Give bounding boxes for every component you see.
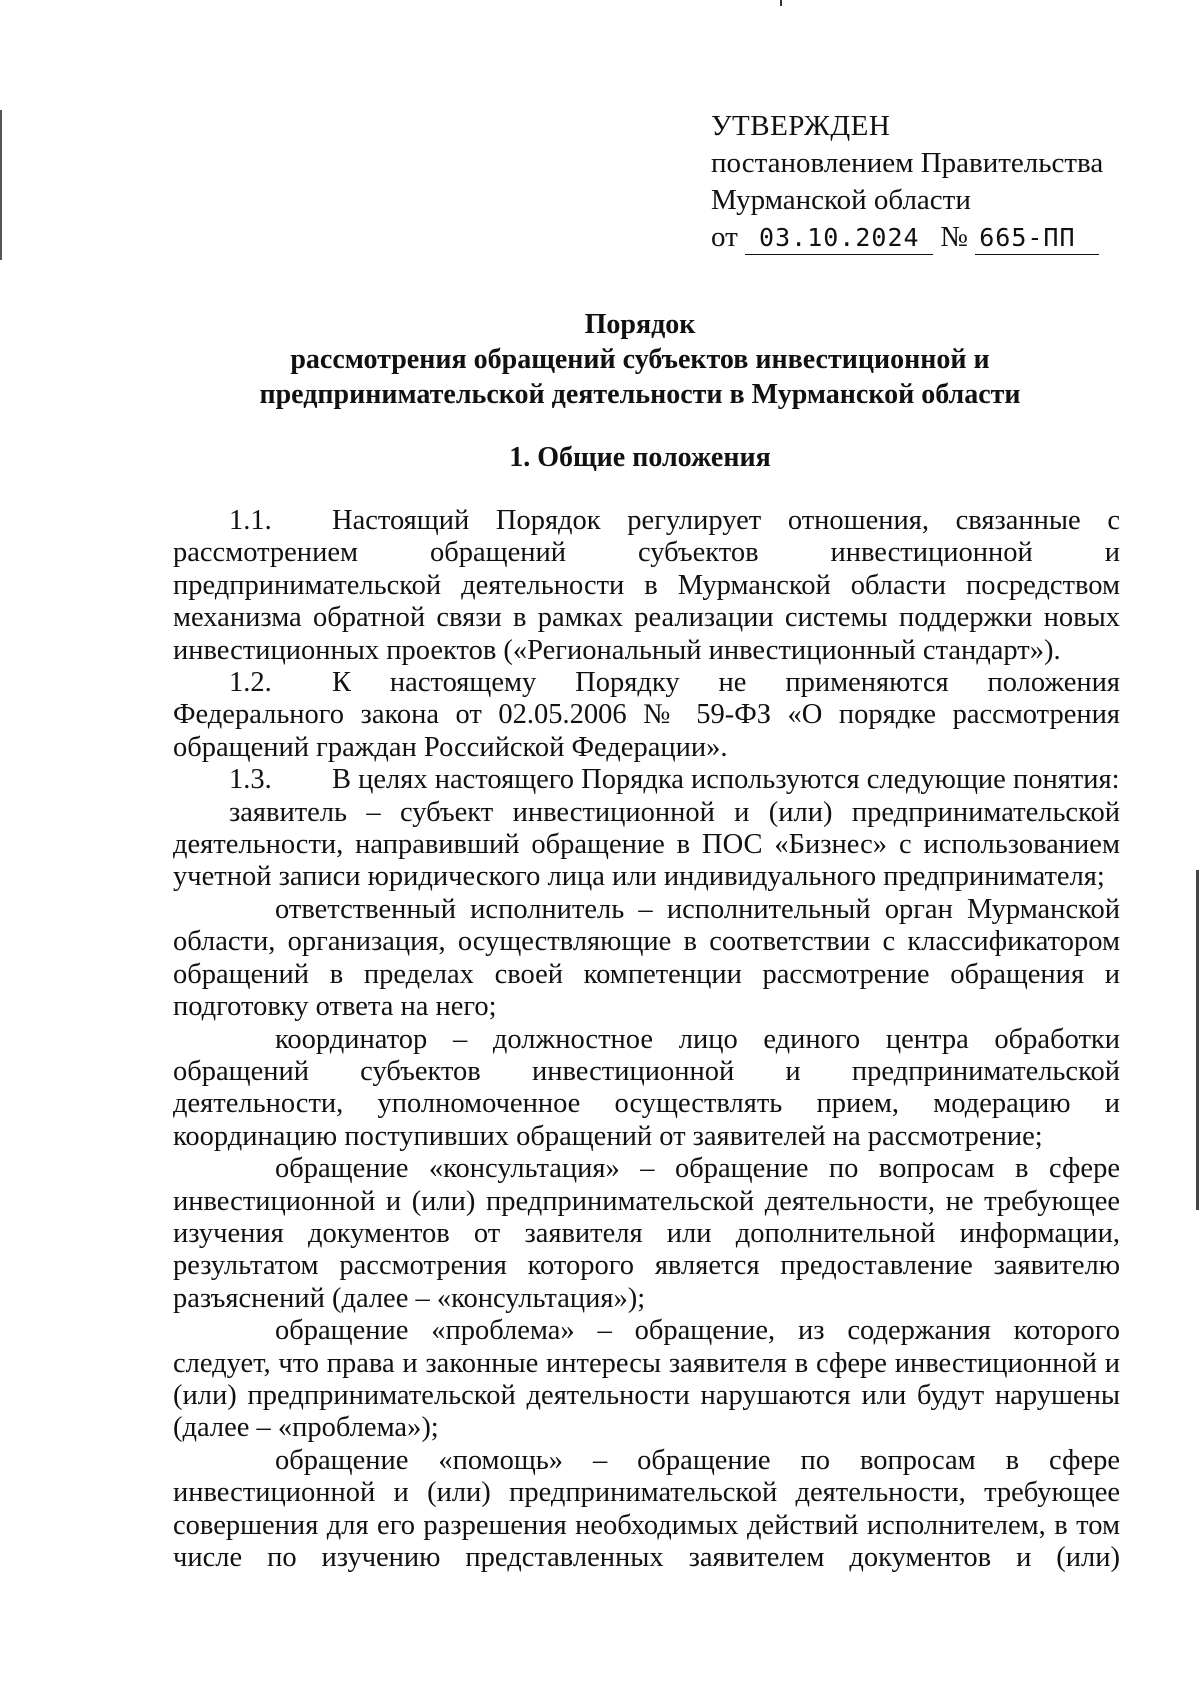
paragraph-number: 1.2. bbox=[229, 667, 272, 699]
approval-heading: УТВЕРЖДЕН bbox=[711, 110, 891, 142]
approval-line-2: Мурманской области bbox=[711, 184, 971, 216]
paragraph-1-2 bbox=[173, 667, 1120, 764]
paragraph-text: Настоящий Порядок регулирует отношения, связанные с рассмотрением обращений субъектов инвестиционной и предпринимательской деятельности в Мурманской области посредством механизма обратной связи в рамках реализации системы поддержки новых инвестиционных проектов («Региональный инвестиционный стандарт»). bbox=[173, 505, 1120, 666]
paragraph-number: 1.1. bbox=[229, 505, 272, 536]
document-title: Порядок bbox=[584, 309, 696, 340]
approval-block bbox=[711, 108, 1131, 256]
definition-help: обращение «помощь» – обращение по вопросам в сфере инвестиционной и (или) предпринимательской деятельности, требующее совершения для его разрешения необходимых действий исполнителем, в том числе по изучению представленных заявителем документов и (или) bbox=[173, 1444, 1120, 1573]
approval-line-1: постановлением Правительства bbox=[711, 147, 1104, 179]
definition-applicant: заявитель – субъект инвестиционной и (или) предпринимательской деятельности, направивший обращение в ПОС «Бизнес» с использованием учетной записи юридического лица или индивидуального предпринимателя; bbox=[173, 796, 1120, 893]
paragraph-1-1 bbox=[173, 505, 1120, 667]
approval-date: 03.10.2024 bbox=[745, 223, 933, 255]
section-heading: 1. Общие положения bbox=[509, 442, 771, 473]
definition-coordinator: координатор – должностное лицо единого центра обработки обращений субъектов инвестиционной и предпринимательской деятельности, уполномоченное осуществлять прием, модерацию и координацию поступивших обращений от заявителей на рассмотрение; bbox=[173, 1023, 1120, 1152]
document-body bbox=[173, 505, 1120, 1574]
definition-consultation: обращение «консультация» – обращение по вопросам в сфере инвестиционной и (или) предпринимательской деятельности, не требующее изучения документов от заявителя или дополнительной информации, результатом рассмотрения которого является предоставление заявителю разъяснений (далее – «консультация»); bbox=[173, 1153, 1120, 1314]
scan-top-mark bbox=[780, 0, 782, 6]
scan-edge-mark-left bbox=[0, 110, 2, 260]
paragraph-text: В целях настоящего Порядка используются следующие понятия: bbox=[332, 764, 1120, 796]
definition-executor: ответственный исполнитель – исполнительный орган Мурманской области, организация, осуществляющие в соответствии с классификатором обращений в пределах своей компетенции рассмотрение обращения и подготовку ответа на него; bbox=[173, 893, 1120, 1023]
document-subtitle-line-1: рассмотрения обращений субъектов инвестиционной и bbox=[290, 344, 990, 375]
scan-edge-mark-right bbox=[1196, 870, 1199, 1210]
approval-number: 665-ПП bbox=[975, 223, 1099, 255]
number-prefix: № bbox=[940, 221, 968, 253]
date-prefix: от bbox=[711, 221, 738, 253]
paragraph-1-3 bbox=[173, 764, 1120, 796]
paragraph-number: 1.3. bbox=[229, 764, 272, 796]
approval-date-line bbox=[711, 219, 1131, 256]
paragraph-text: К настоящему Порядку не применяются положения Федерального закона от 02.05.2006 № 59-ФЗ «О порядке рассмотрения обращений граждан Российской Федерации». bbox=[173, 667, 1120, 763]
definition-problem: обращение «проблема» – обращение, из содержания которого следует, что права и законные интересы заявителя в сфере инвестиционной и (или) предпринимательской деятельности нарушаются или будут нарушены (далее – «проблема»); bbox=[173, 1315, 1120, 1444]
document-subtitle-line-2: предпринимательской деятельности в Мурманской области bbox=[259, 379, 1021, 410]
